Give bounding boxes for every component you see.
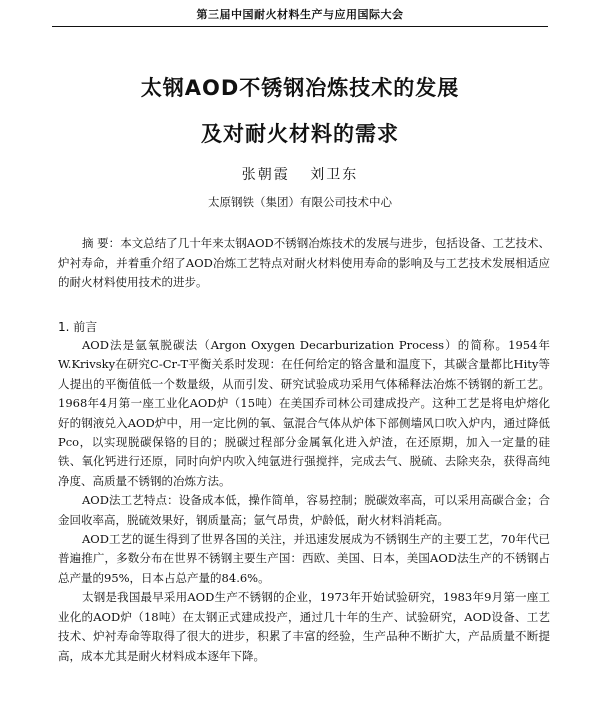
running-header: 第三届中国耐火材料生产与应用国际大会 <box>52 6 548 27</box>
paragraph: AOD工艺的诞生得到了世界各国的关注，并迅速发展成为不锈钢生产的主要工艺，70年代已普遍推广，多数分布在世界不锈钢主要生产国：西欧、美国、日本，美国AOD法生产的不锈钢占总产量的95%，日本占总产量的84.6%。 <box>58 532 550 585</box>
paragraph: 太钢是我国最早采用AOD生产不锈钢的企业，1973年开始试验研究，1983年9月第一座工业化的AOD炉（18吨）在太钢正式建成投产，通过几十年的生产、试验研究，AOD设备、工艺技术、炉衬寿命等取得了很大的进步，积累了丰富的经验，生产品种不断扩大，产品质量不断提高，成本尤其是耐火材料成本逐年下降。 <box>58 590 550 663</box>
section-heading: 1. 前言 <box>58 320 98 334</box>
paper-title-line-1: 太钢AOD不锈钢冶炼技术的发展 <box>140 76 460 100</box>
abstract: 摘 要：本文总结了几十年来太钢AOD不锈钢冶炼技术的发展与进步，包括设备、工艺技术、炉衬寿命，并着重介绍了AOD冶炼工艺特点对耐火材料使用寿命的影响及与工艺技术发展相适应的耐火材料使用技术的进步。 <box>58 236 550 289</box>
paper-title-line-2: 及对耐火材料的需求 <box>201 122 399 146</box>
affiliation: 太原钢铁（集团）有限公司技术中心 <box>208 195 392 209</box>
paragraph: AOD法工艺特点：设备成本低，操作简单，容易控制；脱碳效率高，可以采用高碳合金；合金回收率高，脱硫效果好，钢质量高；氩气昂贵，炉龄低，耐火材料消耗高。 <box>58 493 550 527</box>
body-text <box>58 336 550 666</box>
paragraph: AOD法是氩氧脱碳法（Argon Oxygen Decarburization Process）的简称。1954年W.Krivsky在研究C-Cr-T平衡关系时发现：在任何给定的铬含量和温度下，其碳含量都比Hity等人提出的平衡值低一个数量级，从而引发、研究试验成功采用气体稀释法冶炼不锈钢的新工艺。1968年4月第一座工业化AOD炉（15吨）在美国乔司林公司建成投产。这种工艺是将电炉熔化好的钢液兑入AOD炉中，用一定比例的氧、氩混合气体从炉体下部侧墙风口吹入炉内，通过降低Pco，以实现脱碳保铬的目的；脱碳过程部分金属氧化进入炉渣，在还原期，加入一定量的硅铁、氧化钙进行还原，同时向炉内吹入纯氩进行强搅拌，完成去气、脱硫、去除夹杂，获得高纯净度、高质量不锈钢的冶炼方法。 <box>58 338 550 488</box>
authors: 张朝霞 刘卫东 <box>241 167 359 183</box>
